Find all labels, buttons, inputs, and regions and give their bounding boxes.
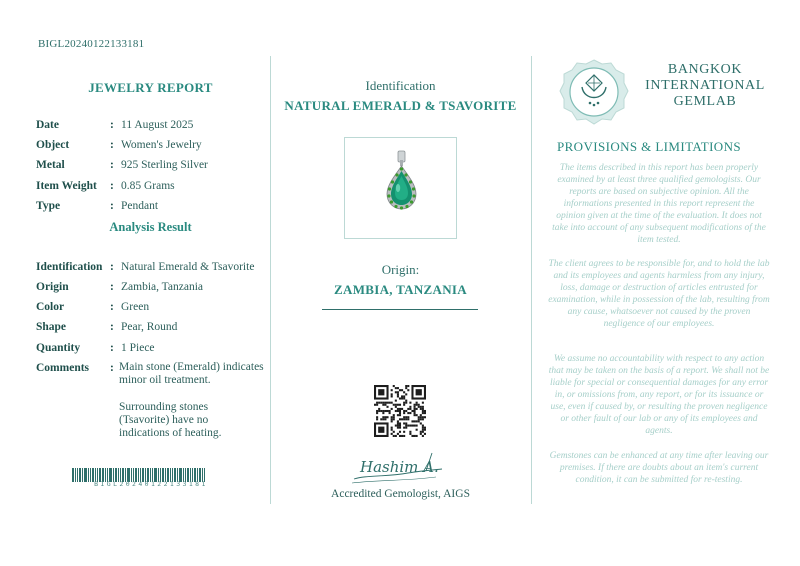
- jewelry-photo: [344, 137, 457, 239]
- report-title: JEWELRY REPORT: [88, 80, 213, 95]
- identification-value: NATURAL EMERALD & TSAVORITE: [284, 98, 517, 113]
- detail-row-date: Date : 11 August 2025: [36, 119, 194, 131]
- analysis-label: Quantity: [36, 342, 81, 354]
- detail-value: Pendant: [121, 200, 159, 212]
- detail-value: Women's Jewelry: [121, 139, 202, 151]
- column-divider-right: [531, 56, 532, 504]
- signature-text: Hashim A.: [360, 458, 439, 476]
- detail-value: 0.85 Grams: [121, 180, 175, 192]
- detail-value: 925 Sterling Silver: [121, 159, 208, 171]
- analysis-label: Origin: [36, 281, 69, 293]
- analysis-label: Identification: [36, 261, 103, 273]
- lab-name-line: GEMLAB: [673, 94, 737, 109]
- detail-label: Object: [36, 139, 70, 151]
- gemologist-signature: [346, 447, 446, 489]
- analysis-label: Color: [36, 301, 65, 313]
- gemologist-title: Accredited Gemologist, AIGS: [331, 488, 470, 500]
- qr-code: [374, 385, 426, 437]
- analysis-label: Shape: [36, 321, 67, 333]
- detail-label: Date: [36, 119, 59, 131]
- detail-row-weight: Item Weight : 0.85 Grams: [36, 180, 175, 192]
- origin-rule: [322, 309, 478, 310]
- detail-value: 11 August 2025: [121, 119, 194, 131]
- provisions-title: PROVISIONS & LIMITATIONS: [556, 139, 742, 154]
- detail-label: Item Weight: [36, 180, 97, 192]
- analysis-value: Zambia, Tanzania: [121, 281, 203, 293]
- lab-name-line: BANGKOK: [667, 62, 743, 77]
- analysis-value: Pear, Round: [121, 321, 178, 333]
- detail-row-type: Type : Pendant: [36, 200, 159, 212]
- detail-label: Type: [36, 200, 61, 212]
- analysis-row-origin: Origin : Zambia, Tanzania: [36, 281, 203, 293]
- analysis-row-shape: Shape : Pear, Round: [36, 321, 178, 333]
- lab-name-line: INTERNATIONAL: [645, 78, 765, 93]
- analysis-value: Green: [121, 301, 150, 313]
- analysis-row-color: Color : Green: [36, 301, 150, 313]
- analysis-value: Natural Emerald & Tsavorite: [121, 261, 255, 273]
- analysis-row-comments: Comments :: [36, 362, 114, 374]
- detail-label: Metal: [36, 159, 65, 171]
- detail-row-metal: Metal : 925 Sterling Silver: [36, 159, 208, 171]
- column-divider-left: [270, 56, 271, 504]
- lab-name: [640, 62, 770, 110]
- pendant-image: [345, 138, 458, 240]
- barcode-text: BIGL20240122133181: [94, 480, 208, 488]
- comment-surrounding: Surrounding stones (Tsavorite) have no indications of heating.: [119, 401, 222, 439]
- analysis-title: Analysis Result: [109, 220, 192, 234]
- analysis-label: Comments: [36, 362, 90, 374]
- analysis-value: 1 Piece: [121, 342, 155, 354]
- provision-paragraph-3: We assume no accountability with respect to any action that may be taken on the basis of a report. We shall not be liable for special or consequential damages for any error in, or omissions from, any report, or for its issuance or use, even if caused by, or resulting the proven negligence or other fault of our lab or any of its employees and agents.: [548, 354, 770, 436]
- provision-paragraph-4: Gemstones can be enhanced at any time after leaving our premises. If there are doubts about an item's current condition, it can be submitted for re-testing.: [549, 451, 769, 485]
- origin-label: Origin:: [381, 262, 420, 277]
- origin-value: ZAMBIA, TANZANIA: [334, 282, 467, 297]
- detail-row-object: Object : Women's Jewelry: [36, 139, 202, 151]
- identification-label: Identification: [365, 78, 436, 93]
- lab-seal-logo: [558, 57, 630, 129]
- analysis-row-quantity: Quantity : 1 Piece: [36, 342, 155, 354]
- provision-paragraph-1: The items described in this report has been properly examined by at least three qualified gemologists. Our reports are based on subjective opinion. All the informations presented in this report represent the opinion given at the time of the evaluation. It does not take into account of any subsequent modifications of the item tested.: [552, 163, 766, 245]
- report-id: BIGL20240122133181: [38, 38, 145, 50]
- analysis-row-identification: Identification : Natural Emerald & Tsavorite: [36, 261, 255, 273]
- comment-main: Main stone (Emerald) indicates minor oil treatment.: [119, 361, 264, 386]
- provision-paragraph-2: The client agrees to be responsible for, and to hold the lab and its employees and agents harmless from any injury, loss, damage or destruction of articles entrusted for examination, while in possession of the lab, resulting from any cause, whatsoever not caused by the proven negligence of our employees.: [548, 259, 770, 329]
